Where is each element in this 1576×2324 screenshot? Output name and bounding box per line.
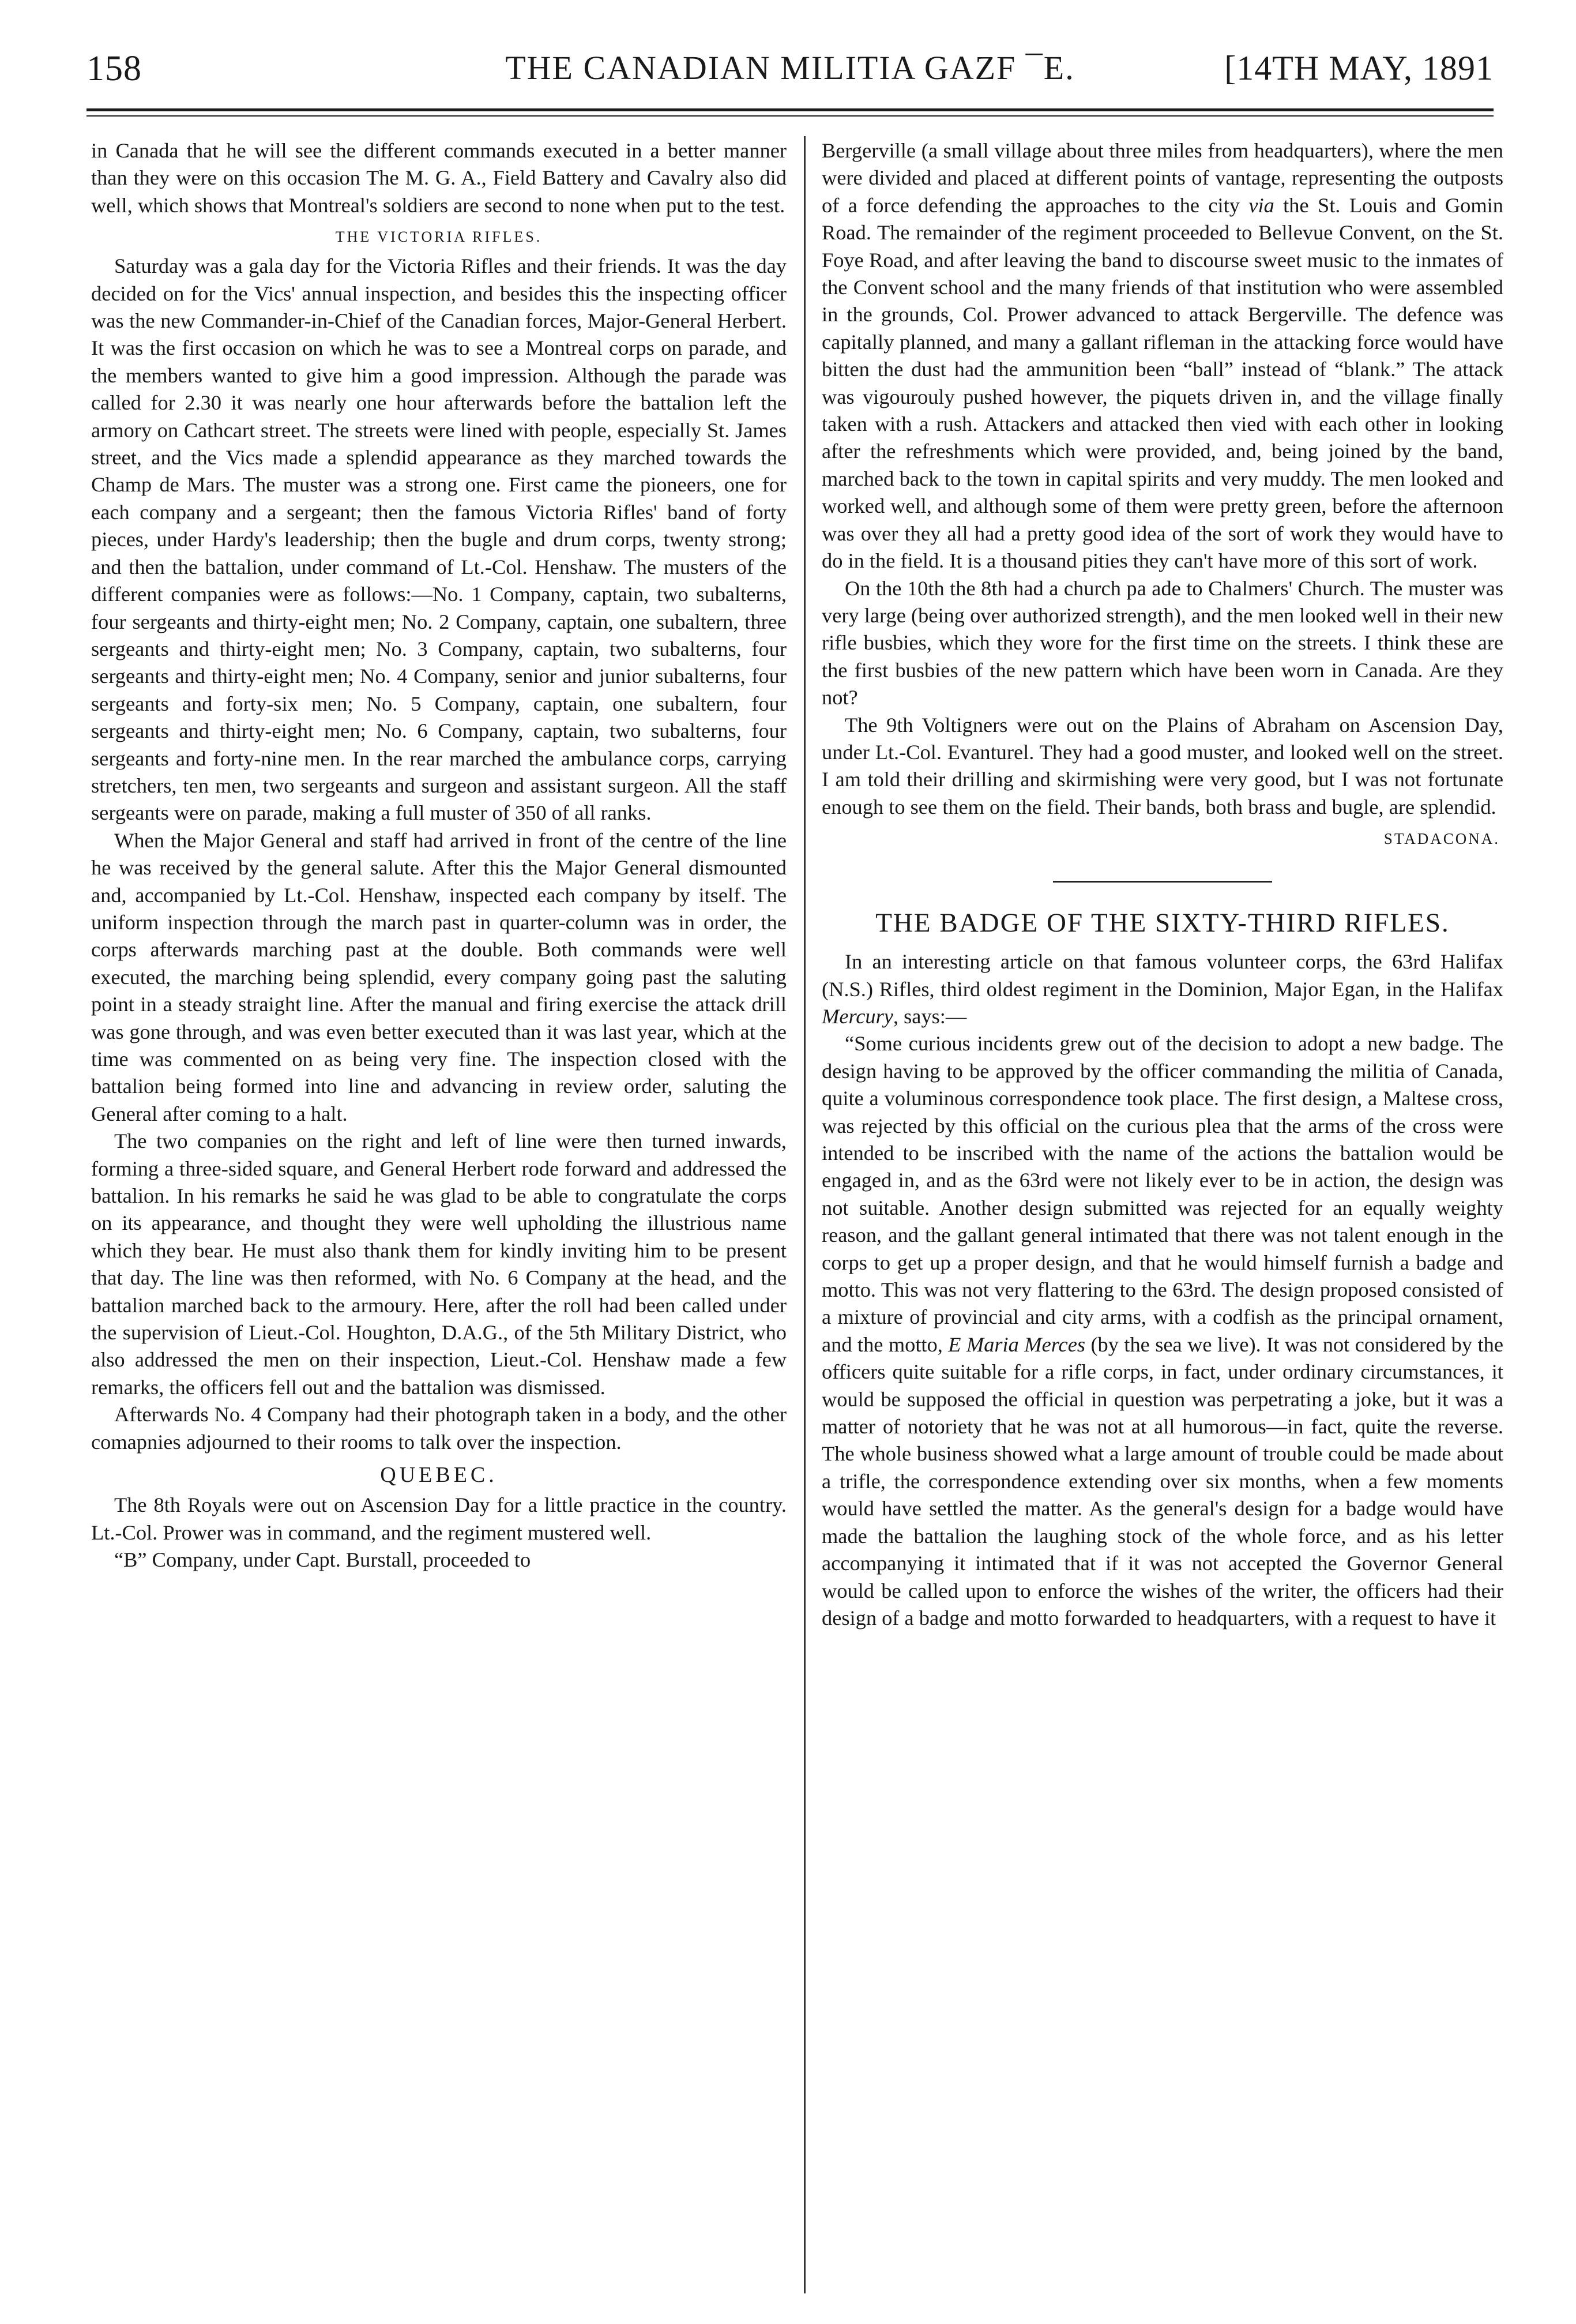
right-column	[822, 137, 1503, 1632]
paragraph-victoria-1: Saturday was a gala day for the Victoria Rifles and their friends. It was the day decided on for the Vics' annual inspection, and besides this the inspecting officer was the new Commander-in-Chief of the Canadian forces, Major-General Herbert. It was the first occasion on which he was to see a Montreal corps on parade, and the members wanted to give him a good impression. Although the parade was called for 2.30 it was nearly one hour afterwards before the battalion left the armory on Cathcart street. The streets were lined with people, especially St. James street, and the Vics made a splendid appearance as they marched towards the Champ de Mars. The muster was a strong one. First came the pioneers, one for each company and a sergeant; then the famous Victoria Rifles' band of forty pieces, under Hardy's leadership; then the bugle and drum corps, twenty strong; and then the battalion, under command of Lt.-Col. Henshaw. The musters of the different companies were as follows:—No. 1 Company, captain, two subalterns, four sergeants and thirty-eight men; No. 2 Company, captain, one subaltern, three sergeants and thirty-eight men; No. 3 Company, captain, two subalterns, four sergeants and thirty-eight men; No. 4 Company, senior and junior subalterns, four sergeants and forty-six men; No. 5 Company, captain, one subaltern, four sergeants and thirty-eight men; No. 6 Company, captain, two subalterns, four sergeants and forty-nine men. In the rear marched the ambulance corps, carrying stretchers, ten men, two sergeants and surgeon and assistant surgeon. All the staff sergeants were on parade, making a full muster of 350 of all ranks.	[91, 254, 787, 825]
paragraph-tenth: On the 10th the 8th had a church pa ade to Chalmers' Church. The muster was very large (being over authorized strength), and the men looked well in their new rifle busbies, which they wore for the first time on the streets. I think these are the first busbies of the new pattern which have been worn in Canada. Are they not?	[822, 576, 1503, 709]
italic-via: via	[1248, 193, 1274, 217]
text-run: (by the sea we live). It was not considered by the officers quite suitable for a rifle corps, in fact, under ordinary circumstances, it would be supposed the official in question was perpetrating a joke, but it was a matter of notoriety that he was not at all humorous—in fact, quite the reverse. The whole business showed what a large amount of trouble could be made about a trifle, the correspondence extending over six months, when a few moments would have settled the matter. As the general's design for a badge would have made the battalion the laughing stock of the whole force, and as his letter accompanying it intimated that if it was not accepted the Governor General would be called upon to enforce the wishes of the writer, the officers had their design of a badge and motto forwarded to headquarters, with a request to have it	[822, 1332, 1503, 1630]
text-run: , says:—	[893, 1004, 967, 1028]
paragraph-badge-2	[822, 1030, 1503, 1632]
column-divider	[804, 136, 806, 2293]
paragraph-quebec-1: The 8th Royals were out on Ascension Day for a little practice in the country. Lt.-Col. Prower was in command, and the regiment mustered well.	[91, 1493, 787, 1544]
text-run: the St. Louis and Gomin Road. The remainder of the regiment proceeded to Bellevue Convent, on the St. Foye Road, and after leaving the band to discourse sweet music to the inmates of the Convent school and the many friends of that institution who were assembled in the grounds, Col. Prower advanced to attack Bergerville. The defence was capitally planned, and many a gallant rifleman in the attacking force would have bitten the dust had the ammunition been “ball” instead of “blank.” The attack was vigourouly pushed however, the piquets driven in, and the village finally taken with a rush. Attackers and attacked then vied with each other in looking after the refreshments which were provided, and, being joined by the band, marched back to the town in capital spirits and very muddy. The men looked and worked well, and although some of them were pretty green, before the afternoon was over they all had a pretty good idea of the sort of work they would have to do in the field. It is a thousand pities they can't have more of this sort of work.	[822, 193, 1503, 573]
left-column	[91, 137, 787, 1574]
italic-mercury: Mercury	[822, 1004, 893, 1028]
paragraph-victoria-4: Afterwards No. 4 Company had their photograph taken in a body, and the other comapnies adjourned to their rooms to talk over the inspection.	[91, 1403, 787, 1454]
paragraph-ninth-voltigeurs: The 9th Voltigners were out on the Plains of Abraham on Ascension Day, under Lt.-Col. Evanturel. They had a good muster, and looked well on the street. I am told their drilling and skirmishing were very good, but I was not fortunate enough to see them on the field. Their bands, both brass and bugle, are splendid.	[822, 713, 1503, 819]
article-separator	[1053, 881, 1272, 883]
journal-title: THE CANADIAN MILITIA GAZF ¯E.	[505, 49, 1075, 87]
issue-date: [14TH MAY, 1891	[1224, 49, 1494, 87]
signature-stadacona: STADACONA.	[1383, 830, 1500, 848]
article-title-badge: THE BADGE OF THE SIXTY-THIRD RIFLES.	[875, 908, 1450, 938]
text-run: “Some curious incidents grew out of the decision to adopt a new badge. The design having to be approved by the officer commanding the militia of Canada, quite a voluminous correspondence took place. The first design, a Maltese cross, was rejected by this official on the curious plea that the arms of the cross were intended to be inscribed with the name of the actions the battalion would be engaged in, and as the 63rd were not likely ever to be in action, the design was not suitable. Another design submitted was rejected for an equally weighty reason, and the gallant general intimated that there was not talent enough in the corps to get up a proper design, and that he would himself furnish a badge and motto. This was not very flattering to the 63rd. The design proposed consisted of a mixture of provincial and city arms, with a codfish as the principal ornament, and the motto,	[822, 1032, 1503, 1356]
text-run: In an interesting article on that famous volunteer corps, the 63rd Halifax (N.S.) Rifles, third oldest regiment in the Dominion, Major Egan, in the Halifax	[822, 950, 1503, 1001]
paragraph-victoria-2: When the Major General and staff had arrived in front of the centre of the line he was received by the general salute. After this the Major General dismounted and, accompanied by Lt.-Col. Henshaw, inspected each company by itself. The uniform inspection through the march past in quarter-column was in order, the corps afterwards marching past at the double. Both commands were well executed, the marching being splendid, every company going past the saluting point in a steady straight line. After the manual and firing exercise the attack drill was gone through, and was even better executed than it was last year, which at the time was commented on as being very fine. The inspection closed with the battalion being formed into line and advancing in review order, saluting the General after coming to a halt.	[91, 828, 787, 1125]
page-number: 158	[86, 49, 142, 88]
italic-motto: E Maria Merces	[948, 1332, 1086, 1356]
paragraph-badge-1	[822, 948, 1503, 1030]
section-heading-quebec: QUEBEC.	[380, 1463, 498, 1488]
section-heading-victoria-rifles: THE VICTORIA RIFLES.	[335, 228, 543, 246]
paragraph-montreal-end: in Canada that he will see the different commands executed in a better manner than they were on this occasion The M. G. A., Field Battery and Cavalry also did well, which shows that Montreal's soldiers are second to none when put to the test.	[91, 139, 787, 217]
header-rule-thick	[86, 108, 1494, 111]
text-run: Bergerville (a small village about three miles from headquarters), where the men were divided and placed at different points of vantage, representing the outposts of a force defending the approaches to the city	[822, 139, 1503, 217]
masthead	[86, 36, 1494, 105]
paragraph-victoria-3: The two companies on the right and left of line were then turned inwards, forming a three-sided square, and General Herbert rode forward and addressed the battalion. In his remarks he said he was glad to be able to congratulate the corps on its appearance, and thought they were well upholding the illustrious name which they bear. He must also thank them for kindly inviting him to be present that day. The line was then reformed, with No. 6 Company at the head, and the battalion marched back to the armoury. Here, after the roll had been called under the supervision of Lieut.-Col. Houghton, D.A.G., of the 5th Military District, who also addressed the men on their inspection, Lieut.-Col. Henshaw made a few remarks, the officers fell out and the battalion was dismissed.	[91, 1129, 787, 1399]
paragraph-quebec-continued	[822, 137, 1503, 575]
paragraph-quebec-2: “B” Company, under Capt. Burstall, proceeded to	[114, 1548, 531, 1571]
header-rule-thin	[86, 115, 1494, 117]
